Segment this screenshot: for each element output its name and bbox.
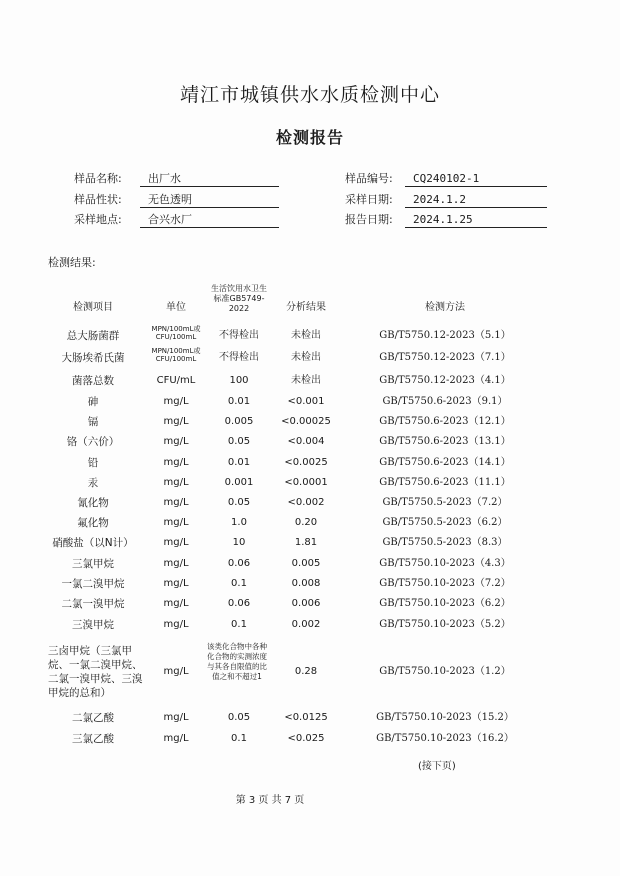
cell-unit: mg/L: [163, 477, 189, 488]
cell-method: GB/T5750.5-2023（7.2）: [382, 497, 508, 508]
cell-method: GB/T5750.6-2023（12.1）: [379, 416, 511, 427]
cell-item: 三氯乙酸: [72, 733, 114, 745]
cell-item: 三溴甲烷: [72, 619, 114, 631]
cell-method: GB/T5750.10-2023（16.2）: [376, 733, 514, 744]
cell-result: <0.0125: [284, 712, 328, 723]
cell-result: 0.28: [294, 666, 318, 677]
sample-nature-label: 样品性状:: [74, 193, 122, 206]
report-date-value: 2024.1.25: [405, 213, 547, 228]
cell-method: GB/T5750.6-2023（9.1）: [382, 396, 508, 407]
cell-unit: mg/L: [163, 578, 189, 589]
report-title: 检测报告: [275, 128, 344, 147]
sample-nature-value: 无色透明: [140, 193, 279, 208]
cell-item: 铬（六价）: [66, 436, 120, 448]
cell-limit: 10: [232, 537, 246, 548]
cell-unit: mg/L: [163, 558, 189, 569]
sample-name-value: 出厂水: [140, 172, 279, 187]
sampling-site-field: [74, 213, 279, 227]
cell-unit: mg/L: [163, 396, 189, 407]
cell-unit: mg/L: [163, 619, 189, 630]
cell-unit: mg/L: [163, 497, 189, 508]
cell-unit: mg/L: [163, 537, 189, 548]
cell-unit: mg/L: [163, 598, 189, 609]
cell-unit: MPN/100mL或CFU/100mL: [151, 347, 201, 363]
header-item: 检测项目: [73, 302, 113, 313]
cell-method: GB/T5750.12-2023（7.1）: [379, 352, 511, 363]
cell-method: GB/T5750.12-2023（5.1）: [379, 330, 511, 341]
cell-item: 三氯甲烷: [72, 558, 114, 570]
cell-item: 氰化物: [77, 497, 109, 509]
cell-limit: 0.1: [231, 619, 247, 630]
cell-result: <0.002: [287, 497, 325, 508]
cell-result: 0.002: [291, 619, 321, 630]
cell-method: GB/T5750.5-2023（8.3）: [382, 537, 508, 548]
cell-unit: mg/L: [163, 457, 189, 468]
cell-limit: 0.01: [227, 457, 251, 468]
cell-unit: CFU/mL: [156, 375, 196, 386]
cell-item: 大肠埃希氏菌: [61, 352, 125, 364]
cell-item: 二氯一溴甲烷: [61, 598, 125, 610]
cell-method: GB/T5750.10-2023（7.2）: [379, 578, 511, 589]
cell-item: 一氯二溴甲烷: [61, 578, 125, 590]
cell-item: 镉: [87, 416, 99, 428]
cell-item: 汞: [87, 477, 99, 489]
cell-method: GB/T5750.10-2023（5.2）: [379, 619, 511, 630]
sample-no-label: 样品编号:: [345, 172, 393, 185]
sampling-date-value: 2024.1.2: [405, 193, 547, 208]
cell-method: GB/T5750.5-2023（6.2）: [382, 517, 508, 528]
page-footer: 第 3 页 共 7 页: [235, 795, 305, 806]
cell-unit: mg/L: [163, 517, 189, 528]
sampling-date-label: 采样日期:: [345, 193, 393, 206]
cell-result: 未检出: [291, 330, 321, 341]
cell-limit: 100: [229, 375, 249, 386]
continued-note: (接下页): [418, 761, 456, 772]
cell-method: GB/T5750.10-2023（15.2）: [376, 712, 514, 723]
cell-result: 0.008: [291, 578, 321, 589]
report-date-label: 报告日期:: [345, 213, 393, 226]
cell-item: 砷: [87, 396, 99, 408]
cell-limit: 0.06: [227, 598, 251, 609]
cell-item: 三卤甲烷（三氯甲烷、一氯二溴甲烷、二氯一溴甲烷、三溴甲烷的总和）: [48, 645, 143, 699]
cell-method: GB/T5750.10-2023（1.2）: [379, 666, 511, 677]
cell-method: GB/T5750.6-2023（14.1）: [379, 457, 511, 468]
cell-limit: 0.1: [231, 578, 247, 589]
cell-item: 总大肠菌群: [66, 330, 120, 342]
sampling-site-label: 采样地点:: [74, 213, 122, 226]
results-label: 检测结果:: [48, 256, 96, 269]
cell-result: <0.0001: [284, 477, 328, 488]
cell-item: 硝酸盐（以N计）: [52, 537, 134, 549]
header-unit: 单位: [166, 302, 186, 313]
cell-method: GB/T5750.10-2023（6.2）: [379, 598, 511, 609]
cell-limit: 0.001: [224, 477, 254, 488]
org-title: 靖江市城镇供水水质检测中心: [179, 84, 440, 106]
header-standard: 生活饮用水卫生标准GB5749-2022: [211, 284, 267, 313]
cell-limit: 不得检出: [219, 352, 259, 363]
cell-item: 二氯乙酸: [72, 712, 114, 724]
sample-nature-field: [74, 193, 279, 207]
cell-unit: MPN/100mL或CFU/100mL: [151, 325, 201, 341]
cell-result: 未检出: [291, 375, 321, 386]
cell-method: GB/T5750.6-2023（11.1）: [379, 477, 511, 488]
cell-unit: mg/L: [163, 666, 189, 677]
cell-method: GB/T5750.6-2023（13.1）: [379, 436, 511, 447]
sample-name-label: 样品名称:: [74, 172, 122, 185]
cell-item: 氟化物: [77, 517, 109, 529]
cell-limit: 0.1: [231, 733, 247, 744]
cell-limit: 不得检出: [219, 330, 259, 341]
cell-result: 0.006: [291, 598, 321, 609]
cell-result: 未检出: [291, 352, 321, 363]
cell-limit: 0.005: [224, 416, 254, 427]
cell-limit: 1.0: [231, 517, 247, 528]
sampling-site-value: 合兴水厂: [140, 213, 279, 228]
cell-limit: 0.06: [227, 558, 251, 569]
cell-method: GB/T5750.10-2023（4.3）: [379, 558, 511, 569]
cell-unit: mg/L: [163, 436, 189, 447]
cell-result: 0.20: [294, 517, 318, 528]
cell-result: <0.0025: [284, 457, 328, 468]
sampling-date-field: [345, 193, 550, 207]
cell-item: 铅: [87, 457, 99, 469]
cell-limit: 0.05: [227, 712, 251, 723]
sample-no-value: CQ240102-1: [405, 172, 547, 187]
header-method: 检测方法: [425, 302, 465, 313]
cell-result: 1.81: [294, 537, 318, 548]
sample-no-field: [345, 172, 550, 186]
cell-limit: 0.05: [227, 436, 251, 447]
cell-limit: 该类化合物中各种化合物的实测浓度与其各自限值的比值之和不超过1: [207, 642, 267, 681]
cell-result: <0.00025: [281, 416, 331, 427]
cell-unit: mg/L: [163, 712, 189, 723]
sample-name-field: [74, 172, 279, 186]
cell-result: 0.005: [291, 558, 321, 569]
report-date-field: [345, 213, 550, 227]
cell-result: <0.004: [287, 436, 325, 447]
cell-result: <0.025: [287, 733, 325, 744]
cell-item: 菌落总数: [72, 375, 114, 387]
cell-unit: mg/L: [163, 416, 189, 427]
header-result: 分析结果: [286, 302, 326, 313]
cell-unit: mg/L: [163, 733, 189, 744]
cell-result: <0.001: [287, 396, 325, 407]
cell-method: GB/T5750.12-2023（4.1）: [379, 375, 511, 386]
cell-limit: 0.01: [227, 396, 251, 407]
cell-limit: 0.05: [227, 497, 251, 508]
